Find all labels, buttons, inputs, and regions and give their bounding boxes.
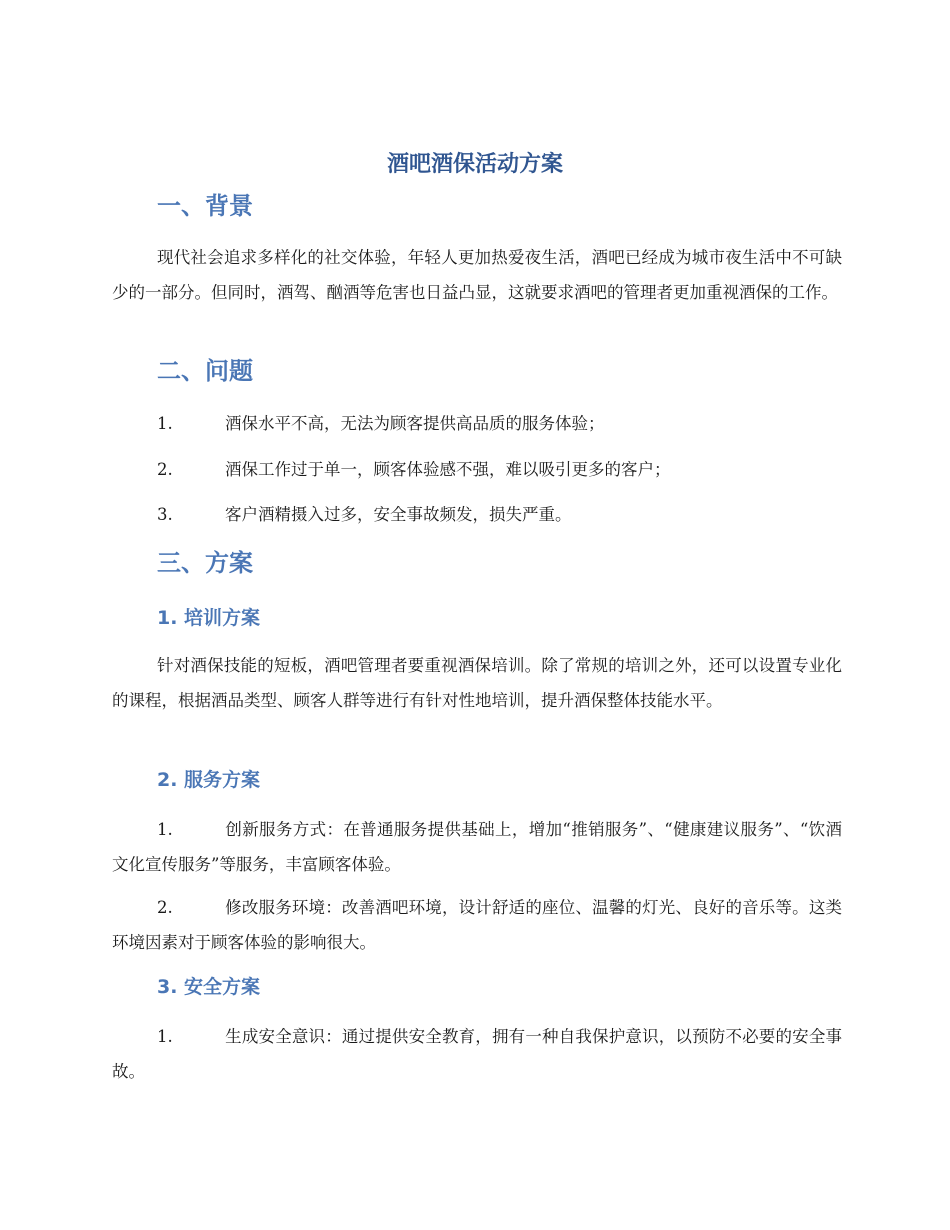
list-number: 1. bbox=[157, 414, 173, 433]
list-text: 创新服务方式：在普通服务提供基础上，增加“推销服务”、“健康建议服务”、“饮酒文化宣传服务”等服务，丰富顾客体验。 bbox=[112, 820, 842, 874]
problem-item-2 bbox=[112, 452, 842, 487]
section-heading-problems: 二、问题 bbox=[157, 357, 253, 385]
list-number: 2. bbox=[157, 898, 173, 917]
service-item-1 bbox=[112, 812, 842, 882]
service-item-2 bbox=[112, 890, 842, 960]
list-number: 2. bbox=[157, 460, 173, 479]
list-text: 酒保水平不高，无法为顾客提供高品质的服务体验； bbox=[225, 414, 605, 433]
training-paragraph: 针对酒保技能的短板，酒吧管理者要重视酒保培训。除了常规的培训之外，还可以设置专业化的课程，根据酒品类型、顾客人群等进行有针对性地培训，提升酒保整体技能水平。 bbox=[112, 656, 842, 710]
subsection-heading-service: 2. 服务方案 bbox=[157, 769, 261, 791]
safety-item-1 bbox=[112, 1019, 842, 1089]
problem-item-3 bbox=[112, 497, 842, 532]
section-heading-background: 一、背景 bbox=[157, 192, 253, 220]
list-text: 修改服务环境：改善酒吧环境，设计舒适的座位、温馨的灯光、良好的音乐等。这类环境因素对于顾客体验的影响很大。 bbox=[112, 898, 842, 952]
section-heading-plan: 三、方案 bbox=[157, 549, 253, 577]
document-title: 酒吧酒保活动方案 bbox=[386, 152, 563, 177]
subsection-heading-safety: 3. 安全方案 bbox=[157, 976, 261, 998]
subsection-heading-training: 1. 培训方案 bbox=[157, 607, 261, 629]
problem-item-1 bbox=[112, 406, 842, 441]
list-number: 3. bbox=[157, 505, 173, 524]
list-text: 客户酒精摄入过多，安全事故频发，损失严重。 bbox=[225, 505, 572, 524]
list-text: 酒保工作过于单一，顾客体验感不强，难以吸引更多的客户； bbox=[225, 460, 671, 479]
list-number: 1. bbox=[157, 820, 173, 839]
background-paragraph: 现代社会追求多样化的社交体验，年轻人更加热爱夜生活，酒吧已经成为城市夜生活中不可缺少的一部分。但同时，酒驾、酗酒等危害也日益凸显，这就要求酒吧的管理者更加重视酒保的工作。 bbox=[112, 248, 842, 302]
list-text: 生成安全意识：通过提供安全教育，拥有一种自我保护意识，以预防不必要的安全事故。 bbox=[112, 1027, 842, 1081]
list-number: 1. bbox=[157, 1027, 173, 1046]
